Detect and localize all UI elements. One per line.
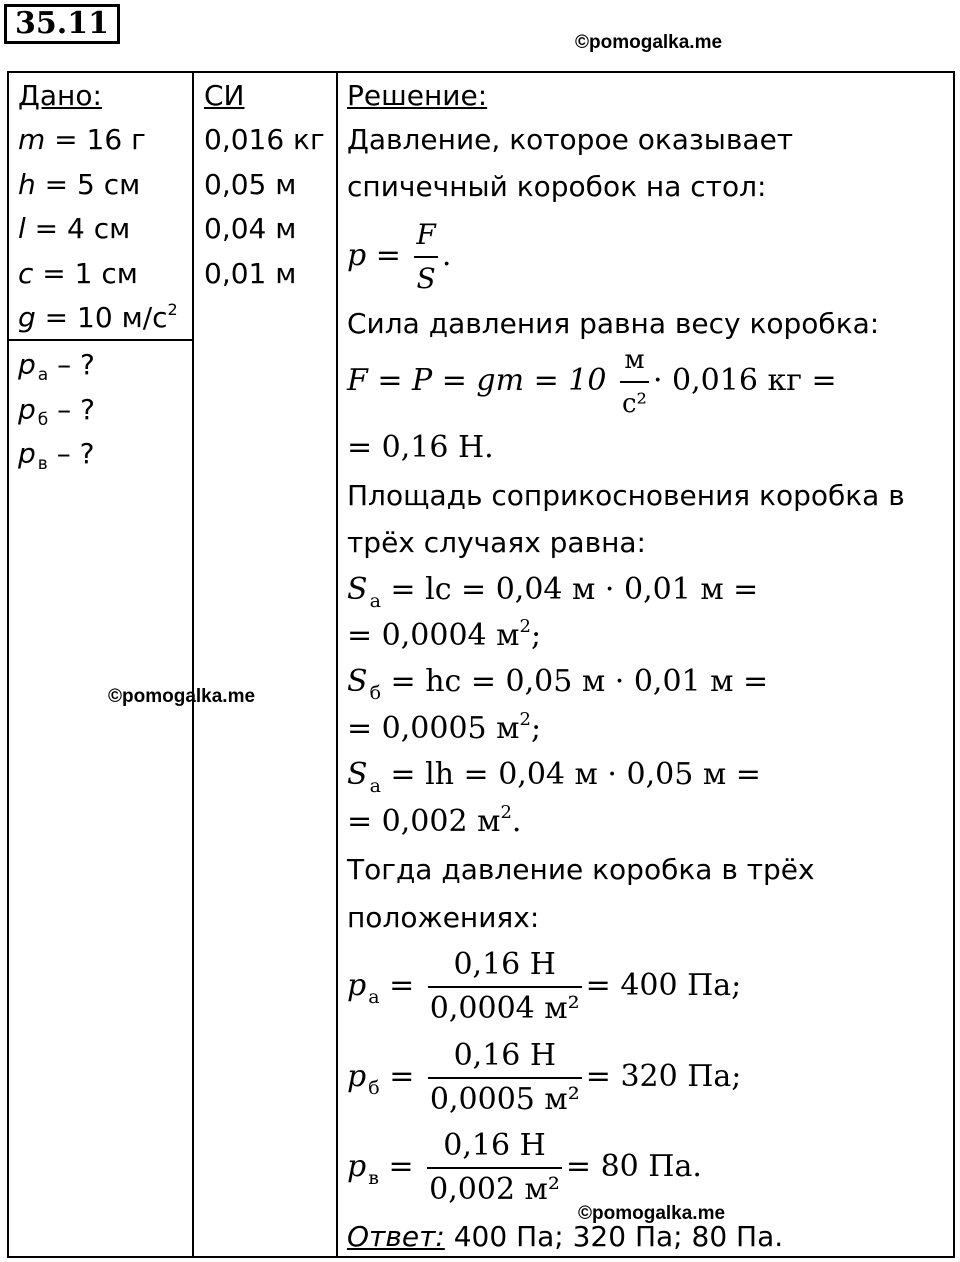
column-divider-given xyxy=(192,71,194,1258)
pressure-formula: p = $\frac{F}{S}$ . xyxy=(347,214,451,300)
solution-text-1: Давление, которое оказывает xyxy=(347,123,794,156)
solution-text-2: спичечный коробок на стол: xyxy=(347,170,767,203)
unknown-pa: p $_а$ – ? xyxy=(18,348,95,385)
pressure-a: p $_а$ = $\frac{0,16 Н}{\text{0,0004 м²}}$ = 400 Па; xyxy=(347,944,741,1030)
area-b-result: = 0,0005 $м^2$; xyxy=(347,709,542,746)
area-a: S $_а$ = lc = 0,04 м · 0,01 м = xyxy=(347,572,759,612)
problem-number: 35.11 xyxy=(4,4,120,44)
force-formula: F = P = gm = 10 $\frac{м}{\text{с²}}$ · 0,016 кг = xyxy=(347,339,837,425)
pressure-c: p $_в$ = $\frac{0,16 Н}{\text{0,002 м²}}$ = 80 Па. xyxy=(347,1125,702,1211)
solution-text-6: Тогда давление коробка в трёх xyxy=(347,853,815,886)
area-c: S $_а$ = lh = 0,04 м · 0,05 м = xyxy=(347,757,761,797)
area-b: S $_б$ = hc = 0,05 м · 0,01 м = xyxy=(347,664,769,704)
solution-text-5: трёх случаях равна: xyxy=(347,526,646,559)
watermark-bottom: ©pomogalka.me xyxy=(578,1203,726,1224)
solution-text-4: Площадь соприкосновения коробка в xyxy=(347,479,905,512)
unknown-pb: p $_б$ – ? xyxy=(18,393,95,430)
si-height: 0,05 м xyxy=(204,168,297,201)
answer-label: Ответ: xyxy=(347,1220,445,1253)
given-mass: m = 16 г xyxy=(18,123,146,156)
force-result: = 0,16 Н. xyxy=(347,430,494,465)
unknown-pc: p $_в$ – ? xyxy=(18,437,95,474)
si-length: 0,04 м xyxy=(204,212,297,245)
given-header: Дано: xyxy=(18,79,102,112)
given-height: h = 5 см xyxy=(18,168,141,201)
given-gravity: g = 10 $м/с^2$ xyxy=(18,300,178,334)
solution-header: Решение: xyxy=(347,79,488,112)
answer xyxy=(347,1217,783,1257)
solution-text-7: положениях: xyxy=(347,901,540,934)
given-width: c = 1 см xyxy=(18,257,138,290)
column-divider-si xyxy=(336,71,338,1258)
area-a-result: = 0,0004 $м^2$; xyxy=(347,616,542,653)
pressure-b: p $_б$ = $\frac{0,16 Н}{\text{0,0005 м²}}$ = 320 Па; xyxy=(347,1035,741,1121)
answer-text: 400 Па; 320 Па; 80 Па. xyxy=(444,1220,784,1253)
si-mass: 0,016 кг xyxy=(204,123,325,156)
given-length: l = 4 см xyxy=(18,212,131,245)
si-header: СИ xyxy=(204,79,245,112)
watermark-top: ©pomogalka.me xyxy=(575,32,723,53)
si-width: 0,01 м xyxy=(204,257,297,290)
solution-text-3: Сила давления равна весу коробка: xyxy=(347,307,880,340)
area-c-result: = 0,002 $м^2$. xyxy=(347,802,522,839)
watermark-middle: ©pomogalka.me xyxy=(108,686,256,707)
